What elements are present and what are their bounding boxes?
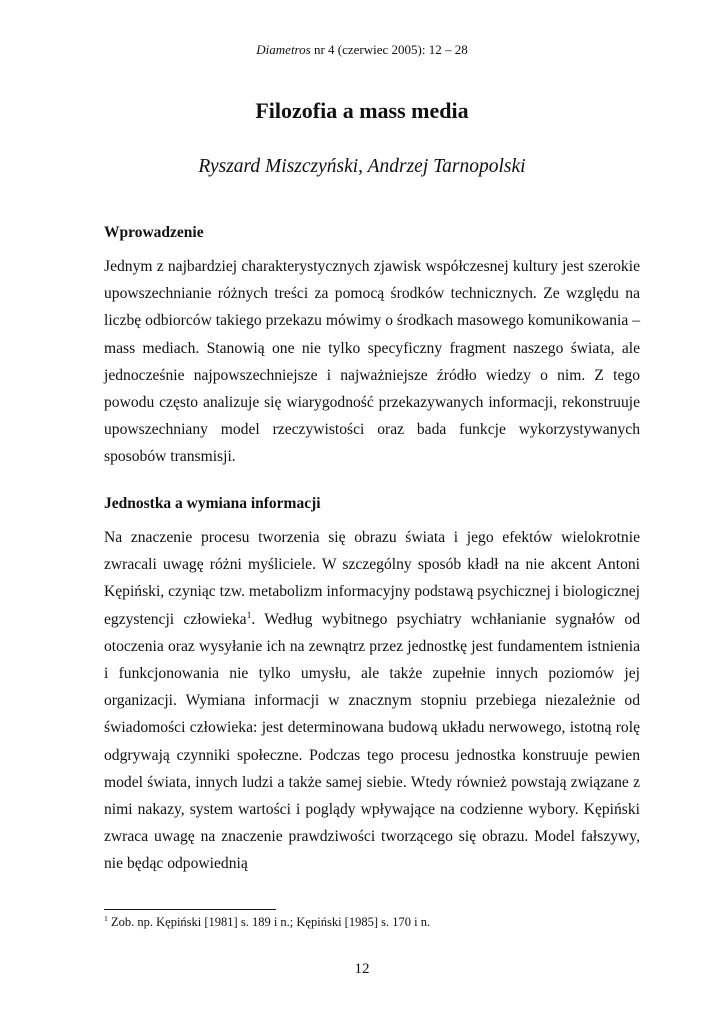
footnote-number: 1	[104, 913, 108, 923]
paragraph-text-part-2: . Według wybitnego psychiatry wchłanianie sygnałów od otoczenia oraz wysyłanie ich na zewnątrz przez jednostkę jest fundamentem istnienia i funkcjonowania nie tylko umysłu, ale także zupełnie innych poziomów jej organizacji. Wymiana informacji w znacznym stopniu przebiega niezależnie od świadomości człowieka: jest determinowana budową układu nerwowego, istotną rolę odgrywają czynniki społeczne. Podczas tego procesu jednostka konstruuje pewien model świata, innych ludzi a także samej siebie. Wtedy również powstają związane z nimi nakazy, system wartości i poglądy wpływające na codzienne wybory. Kępiński zwraca uwagę na znaczenie prawdziwości tworzącego się obrazu. Model fałszywy, nie będąc odpowiednią	[104, 610, 640, 873]
article-authors: Ryszard Miszczyński, Andrzej Tarnopolski	[198, 156, 526, 177]
footnote-reference[interactable]: 1	[246, 609, 252, 621]
paragraph-introduction: Jednym z najbardziej charakterystycznych zjawisk współczesnej kultury jest szerokie upowszechnianie różnych treści za pomocą środków technicznych. Ze względu na liczbę odbiorców takiego przekazu mówimy o środkach masowego komunikowania – mass mediach. Stanowią one nie tylko specyficzny fragment naszego świata, ale jednocześnie najpowszechniejsze i najważniejsze źródło wiedzy o nim. Z tego powodu często analizuje się wiarygodność przekazywanych informacji, rekonstruuje upowszechniany model rzeczywistości oraz bada funkcje wykorzystywanych sposobów transmisji.	[104, 258, 640, 466]
section-heading-information-exchange: Jednostka a wymiana informacji	[104, 495, 321, 512]
footnote-text: Zob. np. Kępiński [1981] s. 189 i n.; Kępiński [1985] s. 170 i n.	[107, 915, 431, 929]
paragraph-text-part-1: Na znaczenie procesu tworzenia się obrazu świata i jego efektów wielokrotnie zwracali uwagę różni myśliciele. W szczególny sposób kładł na nie akcent Antoni Kępiński, czyniąc tzw. metabolizm informacyjny podstawą psychicznej i biologicznej egzystencji człowieka	[104, 529, 640, 628]
issue-details: nr 4 (czerwiec 2005): 12 – 28	[310, 42, 468, 57]
article-title: Filozofia a mass media	[255, 98, 469, 123]
footnote-separator	[104, 909, 276, 910]
section-heading-introduction: Wprowadzenie	[104, 224, 204, 241]
running-head	[0, 42, 724, 58]
paragraph-information-exchange	[104, 524, 640, 878]
footnote	[104, 915, 640, 930]
journal-name: Diametros	[256, 42, 311, 57]
page-number: 12	[354, 961, 370, 977]
